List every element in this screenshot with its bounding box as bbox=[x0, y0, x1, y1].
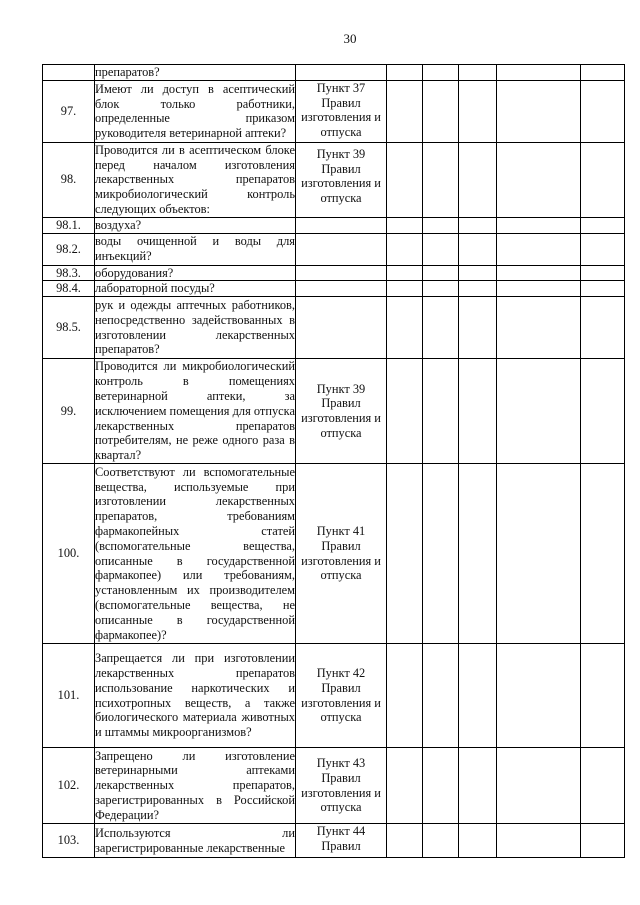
reference-cell bbox=[296, 824, 387, 858]
question-text: оборудования? bbox=[95, 265, 296, 281]
answer-cell[interactable] bbox=[459, 281, 497, 297]
row-number: 98.3. bbox=[43, 265, 95, 281]
reference-cell bbox=[296, 359, 387, 464]
answer-cell[interactable] bbox=[581, 265, 625, 281]
row-number: 98.2. bbox=[43, 233, 95, 265]
table-row bbox=[43, 464, 625, 644]
question-text: Используются ли зарегистрированные лекарственные bbox=[95, 824, 296, 858]
reference-cell bbox=[296, 233, 387, 265]
row-number: 103. bbox=[43, 824, 95, 858]
answer-cell[interactable] bbox=[497, 464, 581, 644]
answer-cell[interactable] bbox=[387, 281, 423, 297]
table-row bbox=[43, 824, 625, 858]
row-number: 98.5. bbox=[43, 297, 95, 359]
reference-cell bbox=[296, 281, 387, 297]
answer-cell[interactable] bbox=[497, 217, 581, 233]
answer-cell[interactable] bbox=[387, 359, 423, 464]
answer-cell[interactable] bbox=[459, 217, 497, 233]
reference-cell bbox=[296, 748, 387, 824]
answer-cell[interactable] bbox=[459, 824, 497, 858]
question-text: препаратов? bbox=[95, 65, 296, 81]
answer-cell[interactable] bbox=[497, 748, 581, 824]
answer-cell[interactable] bbox=[387, 217, 423, 233]
row-number: 97. bbox=[43, 80, 95, 142]
answer-cell[interactable] bbox=[387, 265, 423, 281]
question-text: Соответствуют ли вспомогательные вещества, используемые при изготовлении лекарственных препаратов, требованиям фармакопейных статей (вспомогательные вещества, описанные в государственной фармакопее) или требованиям, установленным их производителем (вспомогательные вещества, не описанные в государственной фармакопее)? bbox=[95, 464, 296, 644]
answer-cell[interactable] bbox=[581, 80, 625, 142]
reference-text: Пункт 42 Правил изготовления и отпуска bbox=[301, 666, 381, 725]
answer-cell[interactable] bbox=[497, 233, 581, 265]
table-row bbox=[43, 80, 625, 142]
answer-cell[interactable] bbox=[387, 233, 423, 265]
reference-cell bbox=[296, 65, 387, 81]
row-number: 98.4. bbox=[43, 281, 95, 297]
answer-cell[interactable] bbox=[581, 217, 625, 233]
answer-cell[interactable] bbox=[387, 65, 423, 81]
answer-cell[interactable] bbox=[387, 464, 423, 644]
answer-cell[interactable] bbox=[423, 217, 459, 233]
question-text: Запрещено ли изготовление ветеринарными аптеками лекарственных препаратов, зарегистрированных в Российской Федерации? bbox=[95, 748, 295, 822]
table-row bbox=[43, 644, 625, 748]
table-row bbox=[43, 65, 625, 81]
row-number bbox=[43, 65, 95, 81]
answer-cell[interactable] bbox=[581, 464, 625, 644]
table-row bbox=[43, 359, 625, 464]
answer-cell[interactable] bbox=[459, 464, 497, 644]
answer-cell[interactable] bbox=[459, 80, 497, 142]
question-text: Имеют ли доступ в асептический блок только работники, определенные приказом руководителя ветеринарной аптеки? bbox=[95, 80, 296, 142]
answer-cell[interactable] bbox=[497, 80, 581, 142]
answer-cell[interactable] bbox=[459, 359, 497, 464]
answer-cell[interactable] bbox=[387, 297, 423, 359]
answer-cell[interactable] bbox=[581, 359, 625, 464]
answer-cell[interactable] bbox=[423, 233, 459, 265]
reference-cell bbox=[296, 80, 387, 142]
row-number: 99. bbox=[43, 359, 95, 464]
table-row bbox=[43, 281, 625, 297]
answer-cell[interactable] bbox=[459, 748, 497, 824]
reference-text: Пункт 43 Правил изготовления и отпуска bbox=[301, 756, 381, 815]
answer-cell[interactable] bbox=[387, 142, 423, 217]
answer-cell[interactable] bbox=[581, 297, 625, 359]
page-number: 30 bbox=[343, 31, 357, 46]
answer-cell[interactable] bbox=[581, 233, 625, 265]
reference-text: Пункт 37 Правил изготовления и отпуска bbox=[301, 80, 381, 140]
answer-cell[interactable] bbox=[497, 281, 581, 297]
answer-cell[interactable] bbox=[423, 824, 459, 858]
table-row bbox=[43, 142, 625, 217]
answer-cell[interactable] bbox=[387, 644, 423, 748]
table-row bbox=[43, 748, 625, 824]
reference-cell bbox=[296, 217, 387, 233]
row-number: 100. bbox=[43, 464, 95, 644]
reference-cell bbox=[296, 464, 387, 644]
reference-text: Пункт 44 Правил bbox=[316, 824, 366, 853]
answer-cell[interactable] bbox=[387, 824, 423, 858]
reference-cell bbox=[296, 644, 387, 748]
answer-cell[interactable] bbox=[497, 359, 581, 464]
answer-cell[interactable] bbox=[459, 644, 497, 748]
answer-cell[interactable] bbox=[423, 297, 459, 359]
answer-cell[interactable] bbox=[497, 297, 581, 359]
table-row bbox=[43, 297, 625, 359]
answer-cell[interactable] bbox=[459, 142, 497, 217]
reference-text: Пункт 41 Правил изготовления и отпуска bbox=[301, 524, 381, 583]
answer-cell[interactable] bbox=[581, 748, 625, 824]
answer-cell[interactable] bbox=[497, 265, 581, 281]
answer-cell[interactable] bbox=[423, 281, 459, 297]
table-row bbox=[43, 265, 625, 281]
answer-cell[interactable] bbox=[581, 142, 625, 217]
answer-cell[interactable] bbox=[581, 824, 625, 858]
answer-cell[interactable] bbox=[497, 65, 581, 81]
answer-cell[interactable] bbox=[497, 142, 581, 217]
row-number: 98.1. bbox=[43, 217, 95, 233]
answer-cell[interactable] bbox=[459, 233, 497, 265]
checklist-table bbox=[42, 64, 625, 858]
answer-cell[interactable] bbox=[459, 297, 497, 359]
row-number: 102. bbox=[43, 748, 95, 824]
table-row bbox=[43, 233, 625, 265]
answer-cell[interactable] bbox=[581, 644, 625, 748]
reference-text: Пункт 39 Правил изготовления и отпуска bbox=[301, 381, 381, 440]
answer-cell[interactable] bbox=[497, 644, 581, 748]
answer-cell[interactable] bbox=[423, 359, 459, 464]
reference-cell bbox=[296, 142, 387, 217]
question-text: рук и одежды аптечных работников, непосредственно задействованных в изготовлении лекарственных препаратов? bbox=[95, 297, 296, 359]
answer-cell[interactable] bbox=[423, 644, 459, 748]
answer-cell[interactable] bbox=[423, 265, 459, 281]
row-number: 98. bbox=[43, 142, 95, 217]
row-number: 101. bbox=[43, 644, 95, 748]
answer-cell[interactable] bbox=[459, 65, 497, 81]
answer-cell[interactable] bbox=[581, 65, 625, 81]
question-text: воздуха? bbox=[95, 217, 296, 233]
answer-cell[interactable] bbox=[387, 80, 423, 142]
answer-cell[interactable] bbox=[387, 748, 423, 824]
question-text: Запрещается ли при изготовлении лекарственных препаратов использование наркотических и психотропных веществ, а также биологического материала животных и штаммы микроорганизмов? bbox=[95, 644, 296, 748]
answer-cell[interactable] bbox=[423, 80, 459, 142]
question-text: лабораторной посуды? bbox=[95, 281, 296, 297]
reference-text: Пункт 39 Правил изготовления и отпуска bbox=[301, 146, 381, 206]
answer-cell[interactable] bbox=[423, 65, 459, 81]
answer-cell[interactable] bbox=[459, 265, 497, 281]
answer-cell[interactable] bbox=[423, 142, 459, 217]
answer-cell[interactable] bbox=[497, 824, 581, 858]
answer-cell[interactable] bbox=[423, 464, 459, 644]
answer-cell[interactable] bbox=[581, 281, 625, 297]
table-row bbox=[43, 217, 625, 233]
question-text: Проводится ли микробиологический контроль в помещениях ветеринарной аптеки, за исключением помещения для отпуска лекарственных препаратов потребителям, не реже одного раза в квартал? bbox=[95, 359, 295, 463]
reference-cell bbox=[296, 265, 387, 281]
question-text: воды очищенной и воды для инъекций? bbox=[95, 234, 295, 264]
reference-cell bbox=[296, 297, 387, 359]
answer-cell[interactable] bbox=[423, 748, 459, 824]
question-text: Проводится ли в асептическом блоке перед началом изготовления лекарственных препаратов микробиологический контроль следующих объектов: bbox=[95, 142, 295, 216]
